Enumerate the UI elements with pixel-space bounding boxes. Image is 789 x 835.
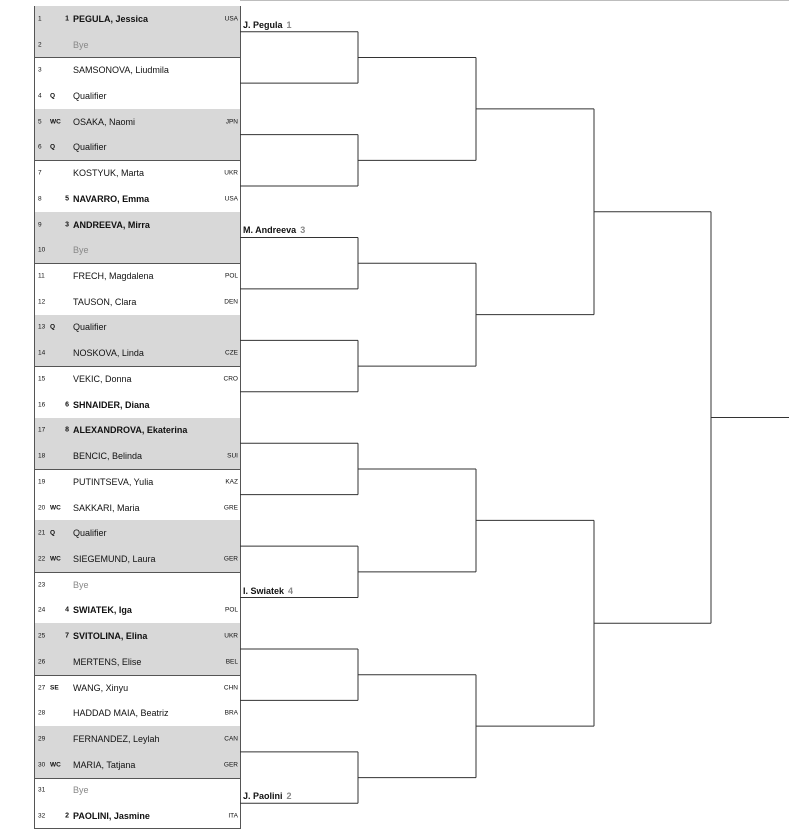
- draw-position: 1: [38, 15, 42, 23]
- nationality: UKR: [224, 632, 238, 640]
- draw-position: 2: [38, 41, 42, 49]
- winner-label: [243, 586, 293, 596]
- entry-status: Q: [50, 323, 56, 331]
- player-name: MARIA, Tatjana: [73, 759, 136, 770]
- entry-status: WC: [50, 555, 61, 563]
- nationality: POL: [224, 272, 238, 280]
- player-name: SWIATEK, Iga: [73, 605, 132, 616]
- draw-position: 32: [38, 812, 46, 820]
- winner-label: [243, 791, 292, 801]
- nationality: SUI: [227, 452, 238, 460]
- draw-position: 26: [38, 658, 46, 666]
- player-name: Qualifier: [73, 91, 107, 102]
- draw-position: 29: [38, 735, 46, 743]
- nationality: ITA: [228, 812, 238, 820]
- draw-position: 23: [38, 581, 46, 589]
- draw-position: 27: [38, 684, 46, 692]
- draw-position: 14: [38, 349, 46, 357]
- draw-position: 3: [38, 66, 42, 74]
- player-name: FRECH, Magdalena: [73, 271, 154, 282]
- seed-number: 1: [65, 15, 69, 23]
- winner-name: J. Pegula: [243, 19, 283, 30]
- draw-position: 10: [38, 246, 46, 254]
- player-name: VEKIC, Donna: [73, 373, 132, 384]
- player-name: SAKKARI, Maria: [73, 502, 140, 513]
- entry-status: Q: [50, 529, 56, 537]
- nationality: CRO: [223, 375, 238, 383]
- seed-number: 8: [65, 426, 69, 434]
- player-name: Bye: [73, 39, 89, 50]
- draw-position: 31: [38, 786, 46, 794]
- entry-status: WC: [50, 761, 61, 769]
- draw-position: 12: [38, 298, 46, 306]
- entry-status: WC: [50, 118, 61, 126]
- winner-seed: 3: [300, 225, 306, 236]
- draw-position: 7: [38, 169, 42, 177]
- player-name: Qualifier: [73, 322, 107, 333]
- winner-seed: 1: [286, 19, 292, 30]
- draw-position: 5: [38, 118, 42, 126]
- player-name: PEGULA, Jessica: [73, 13, 149, 24]
- winner-seed: 4: [288, 585, 294, 596]
- player-name: MERTENS, Elise: [73, 656, 142, 667]
- seed-number: 4: [65, 606, 69, 614]
- winner-name: I. Swiatek: [243, 585, 285, 596]
- player-name: ALEXANDROVA, Ekaterina: [73, 425, 188, 436]
- draw-position: 8: [38, 195, 42, 203]
- winner-name: M. Andreeva: [243, 225, 297, 236]
- entry-status: Q: [50, 143, 56, 151]
- player-name: NOSKOVA, Linda: [73, 348, 144, 359]
- entry-status: SE: [50, 684, 59, 692]
- nationality: POL: [224, 606, 238, 614]
- player-name: ANDREEVA, Mirra: [73, 219, 150, 230]
- entry-status: Q: [50, 92, 56, 100]
- winner-label: [243, 20, 292, 30]
- draw-position: 25: [38, 632, 46, 640]
- player-name: FERNANDEZ, Leylah: [73, 733, 160, 744]
- nationality: JPN: [225, 118, 238, 126]
- player-name: Qualifier: [73, 528, 107, 539]
- nationality: CZE: [225, 349, 238, 357]
- draw-position: 28: [38, 709, 46, 717]
- player-name: SIEGEMUND, Laura: [73, 553, 156, 564]
- player-name: PUTINTSEVA, Yulia: [73, 476, 154, 487]
- seed-number: 6: [65, 401, 69, 409]
- draw-position: 22: [38, 555, 46, 563]
- player-name: Bye: [73, 785, 89, 796]
- draw-position: 16: [38, 401, 46, 409]
- nationality: GER: [223, 555, 238, 563]
- nationality: USA: [224, 15, 238, 23]
- winner-label: [243, 225, 305, 235]
- nationality: GER: [223, 761, 238, 769]
- draw-position: 4: [38, 92, 42, 100]
- seed-number: 7: [65, 632, 69, 640]
- player-name: SHNAIDER, Diana: [73, 399, 150, 410]
- player-name: Qualifier: [73, 142, 107, 153]
- player-name: HADDAD MAIA, Beatriz: [73, 708, 169, 719]
- winner-seed: 2: [286, 791, 292, 802]
- player-name: SVITOLINA, Elina: [73, 631, 148, 642]
- draw-position: 18: [38, 452, 46, 460]
- player-name: Bye: [73, 579, 89, 590]
- seed-number: 3: [65, 221, 69, 229]
- nationality: BRA: [224, 709, 238, 717]
- draw-position: 6: [38, 143, 42, 151]
- draw-position: 11: [38, 272, 45, 280]
- nationality: DEN: [224, 298, 238, 306]
- nationality: CHN: [223, 684, 238, 692]
- draw-position: 15: [38, 375, 46, 383]
- entry-status: WC: [50, 504, 61, 512]
- player-name: WANG, Xinyu: [73, 682, 129, 693]
- player-name: TAUSON, Clara: [73, 296, 137, 307]
- nationality: BEL: [225, 658, 238, 666]
- draw-position: 20: [38, 504, 46, 512]
- nationality: CAN: [224, 735, 238, 743]
- player-name: OSAKA, Naomi: [73, 116, 136, 127]
- draw-position: 24: [38, 606, 46, 614]
- nationality: GRE: [223, 504, 238, 512]
- seed-number: 2: [65, 812, 69, 820]
- draw-position: 21: [38, 529, 46, 537]
- seed-number: 5: [65, 195, 69, 203]
- player-name: PAOLINI, Jasmine: [73, 811, 150, 822]
- winner-name: J. Paolini: [243, 791, 283, 802]
- nationality: UKR: [224, 169, 238, 177]
- player-name: KOSTYUK, Marta: [73, 168, 145, 179]
- nationality: KAZ: [225, 478, 238, 486]
- draw-position: 19: [38, 478, 46, 486]
- draw-position: 13: [38, 323, 46, 331]
- nationality: USA: [224, 195, 238, 203]
- draw-position: 9: [38, 221, 42, 229]
- player-name: BENCIC, Belinda: [73, 451, 143, 462]
- player-name: Bye: [73, 245, 89, 256]
- draw-position: 30: [38, 761, 46, 769]
- player-name: SAMSONOVA, Liudmila: [73, 65, 169, 76]
- draw-position: 17: [38, 426, 46, 434]
- player-name: NAVARRO, Emma: [73, 193, 150, 204]
